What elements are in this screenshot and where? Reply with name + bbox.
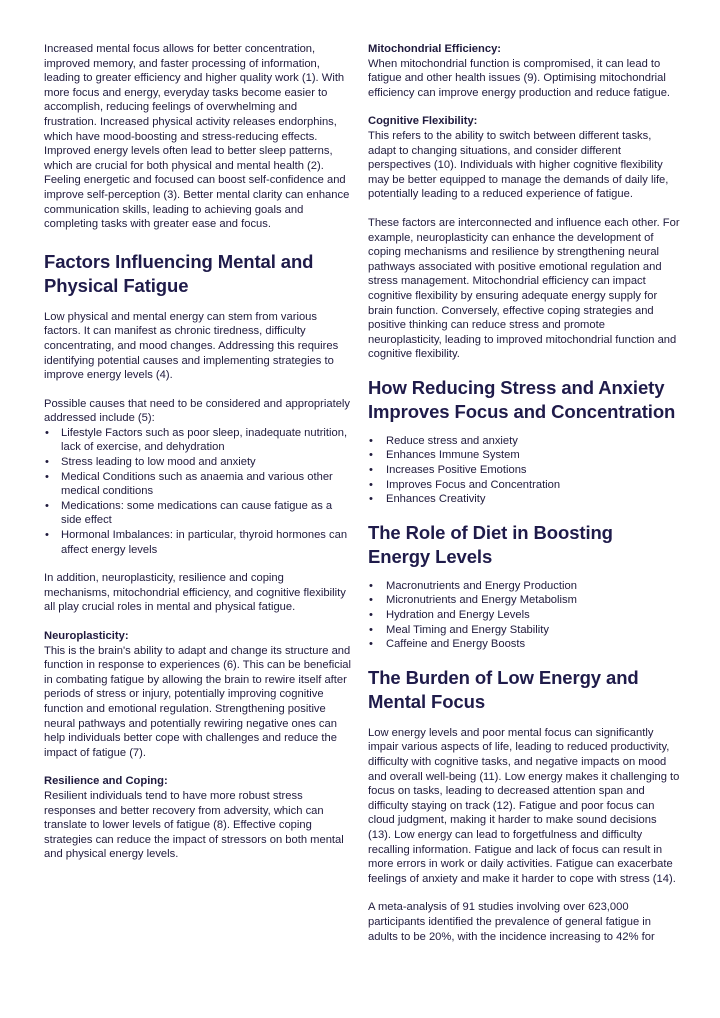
list-item: • Enhances Immune System	[369, 449, 520, 462]
diet-list	[368, 579, 680, 652]
mitochondrial-block	[368, 42, 680, 100]
list-item: • Improves Focus and Concentration	[369, 478, 561, 491]
left-column	[44, 42, 352, 862]
causes-intro: Possible causes that need to be considered and appropriately addressed include (5):	[44, 397, 350, 425]
bullet-icon: •	[369, 609, 373, 622]
bullet-icon: •	[45, 456, 49, 469]
heading-factors: Factors Influencing Mental and Physical Fatigue	[44, 250, 314, 296]
neuroplasticity-title: Neuroplasticity:	[44, 630, 129, 642]
meta-analysis-paragraph: A meta-analysis of 91 studies involving over 623,000 participants identified the prevalence of general fatigue in adults to be 20%, with the incidence increasing to 42% for	[368, 901, 655, 943]
heading-diet: The Role of Diet in Boosting Energy Levels	[368, 521, 613, 567]
cognitive-title: Cognitive Flexibility:	[368, 115, 478, 128]
cognitive-block	[368, 114, 680, 202]
list-item: • Micronutrients and Energy Metabolism	[369, 594, 577, 607]
right-column	[368, 42, 680, 944]
interconnected-paragraph: These factors are interconnected and influence each other. For example, neuroplasticity can enhance the development of coping mechanisms and resilience by strengthening neural pathways associated with positive emotional regulation and stress management. Mitochondrial efficiency can impact cognitive flexibility by ensuring adequate energy supply for brain function. Conversely, effective coping strategies and positive thinking can reduce stress and promote neuroplasticity, leading to improved mitochondrial function and cognitive flexibility.	[368, 216, 680, 361]
stress-list	[368, 434, 680, 507]
bullet-icon: •	[369, 449, 373, 462]
addition-paragraph: In addition, neuroplasticity, resilience and coping mechanisms, mitochondrial efficiency, and cognitive flexibility all play crucial roles in mental and physical fatigue.	[44, 572, 346, 614]
bullet-icon: •	[369, 464, 373, 477]
neuroplasticity-block	[44, 629, 352, 760]
list-item: • Reduce stress and anxiety	[369, 434, 518, 447]
list-item: • Caffeine and Energy Boosts	[369, 638, 526, 651]
resilience-block	[44, 774, 352, 862]
neuroplasticity-text: This is the brain's ability to adapt and change its structure and function in response to experiences (6). This can be beneficial in combating fatigue by allowing the brain to rewire itself after periods of stress or injury, potentially improving cognitive function and emotional regulation. Strengthening positive neural pathways and potentially rewiring negative ones can help individuals better cope with challenges and reduce the impact of fatigue (7).	[44, 644, 352, 759]
list-item: • Hydration and Energy Levels	[369, 609, 530, 622]
list-item: • Increases Positive Emotions	[369, 464, 527, 477]
list-item: • Medical Conditions such as anaemia and various other medical conditions	[45, 470, 333, 498]
bullet-icon: •	[369, 623, 373, 636]
bullet-icon: •	[45, 499, 49, 512]
bullet-icon: •	[369, 478, 373, 491]
causes-list	[44, 426, 352, 557]
mitochondrial-text: When mitochondrial function is compromised, it can lead to fatigue and other health issues (9). Optimising mitochondrial efficiency can improve energy production and reduce fatigue.	[368, 57, 671, 99]
cognitive-text: This refers to the ability to switch between different tasks, adapt to changing situations, and consider different perspectives (10). Individuals with higher cognitive flexibility may be better equipped to manage the demands of daily life, potentially leading to a reduced experience of fatigue.	[368, 129, 669, 201]
bullet-icon: •	[369, 594, 373, 607]
resilience-text: Resilient individuals tend to have more robust stress responses and better recovery from adversity, which can translate to lower levels of fatigue (8). Effective coping strategies can reduce the impact of stressors on both mental and physical energy levels.	[44, 789, 344, 861]
heading-stress: How Reducing Stress and Anxiety Improves Focus and Concentration	[368, 376, 676, 422]
bullet-icon: •	[369, 638, 373, 651]
list-item: • Lifestyle Factors such as poor sleep, inadequate nutrition, lack of exercise, and dehydration	[45, 426, 348, 454]
factors-paragraph: Low physical and mental energy can stem from various factors. It can manifest as chronic tiredness, difficulty concentrating, and mood changes. Addressing this requires identifying potential causes and implementing strategies to improve energy levels (4).	[44, 310, 339, 382]
bullet-icon: •	[45, 426, 49, 439]
list-item: • Medications: some medications can cause fatigue as a side effect	[45, 499, 333, 527]
list-item: • Macronutrients and Energy Production	[369, 579, 577, 592]
list-item: • Stress leading to low mood and anxiety	[45, 456, 256, 469]
bullet-icon: •	[369, 434, 373, 447]
list-item: • Hormonal Imbalances: in particular, thyroid hormones can affect energy levels	[45, 529, 348, 556]
bullet-icon: •	[45, 529, 49, 542]
burden-paragraph: Low energy levels and poor mental focus can significantly impair various aspects of life, leading to reduced productivity, difficulty with cognitive tasks, and negative impacts on mood and overall well-being (11). Low energy makes it challenging to focus on tasks, leading to decreased attention span and difficulty staying on track (12). Fatigue and poor focus can cloud judgment, making it harder to make sound decisions (13). Low energy can lead to forgetfulness and difficulty recalling information. Fatigue and lack of focus can result in more errors in work or daily activities. Fatigue can exacerbate feelings of anxiety and make it harder to cope with stress (14).	[368, 726, 680, 885]
bullet-icon: •	[369, 579, 373, 592]
bullet-icon: •	[369, 493, 373, 506]
resilience-title: Resilience and Coping:	[44, 775, 168, 788]
list-item: • Enhances Creativity	[369, 493, 486, 506]
heading-burden: The Burden of Low Energy and Mental Focus	[368, 666, 639, 712]
intro-paragraph: Increased mental focus allows for better concentration, improved memory, and faster processing of information, leading to greater efficiency and higher quality work (1). With more focus and energy, everyday tasks become easier to accomplish, reducing feelings of overwhelming and frustration. Increased physical activity releases endorphins, which have mood-boosting and stress-reducing effects. Improved energy levels often lead to better sleep patterns, which are crucial for both physical and mental health (2). Feeling energetic and focused can boost self-confidence and improve self-perception (3). Better mental clarity can enhance communication skills, leading to achieving goals and completing tasks with greater ease and focus.	[44, 43, 350, 231]
mitochondrial-title: Mitochondrial Efficiency:	[368, 43, 502, 55]
bullet-icon: •	[45, 470, 49, 483]
list-item: • Meal Timing and Energy Stability	[369, 623, 549, 636]
